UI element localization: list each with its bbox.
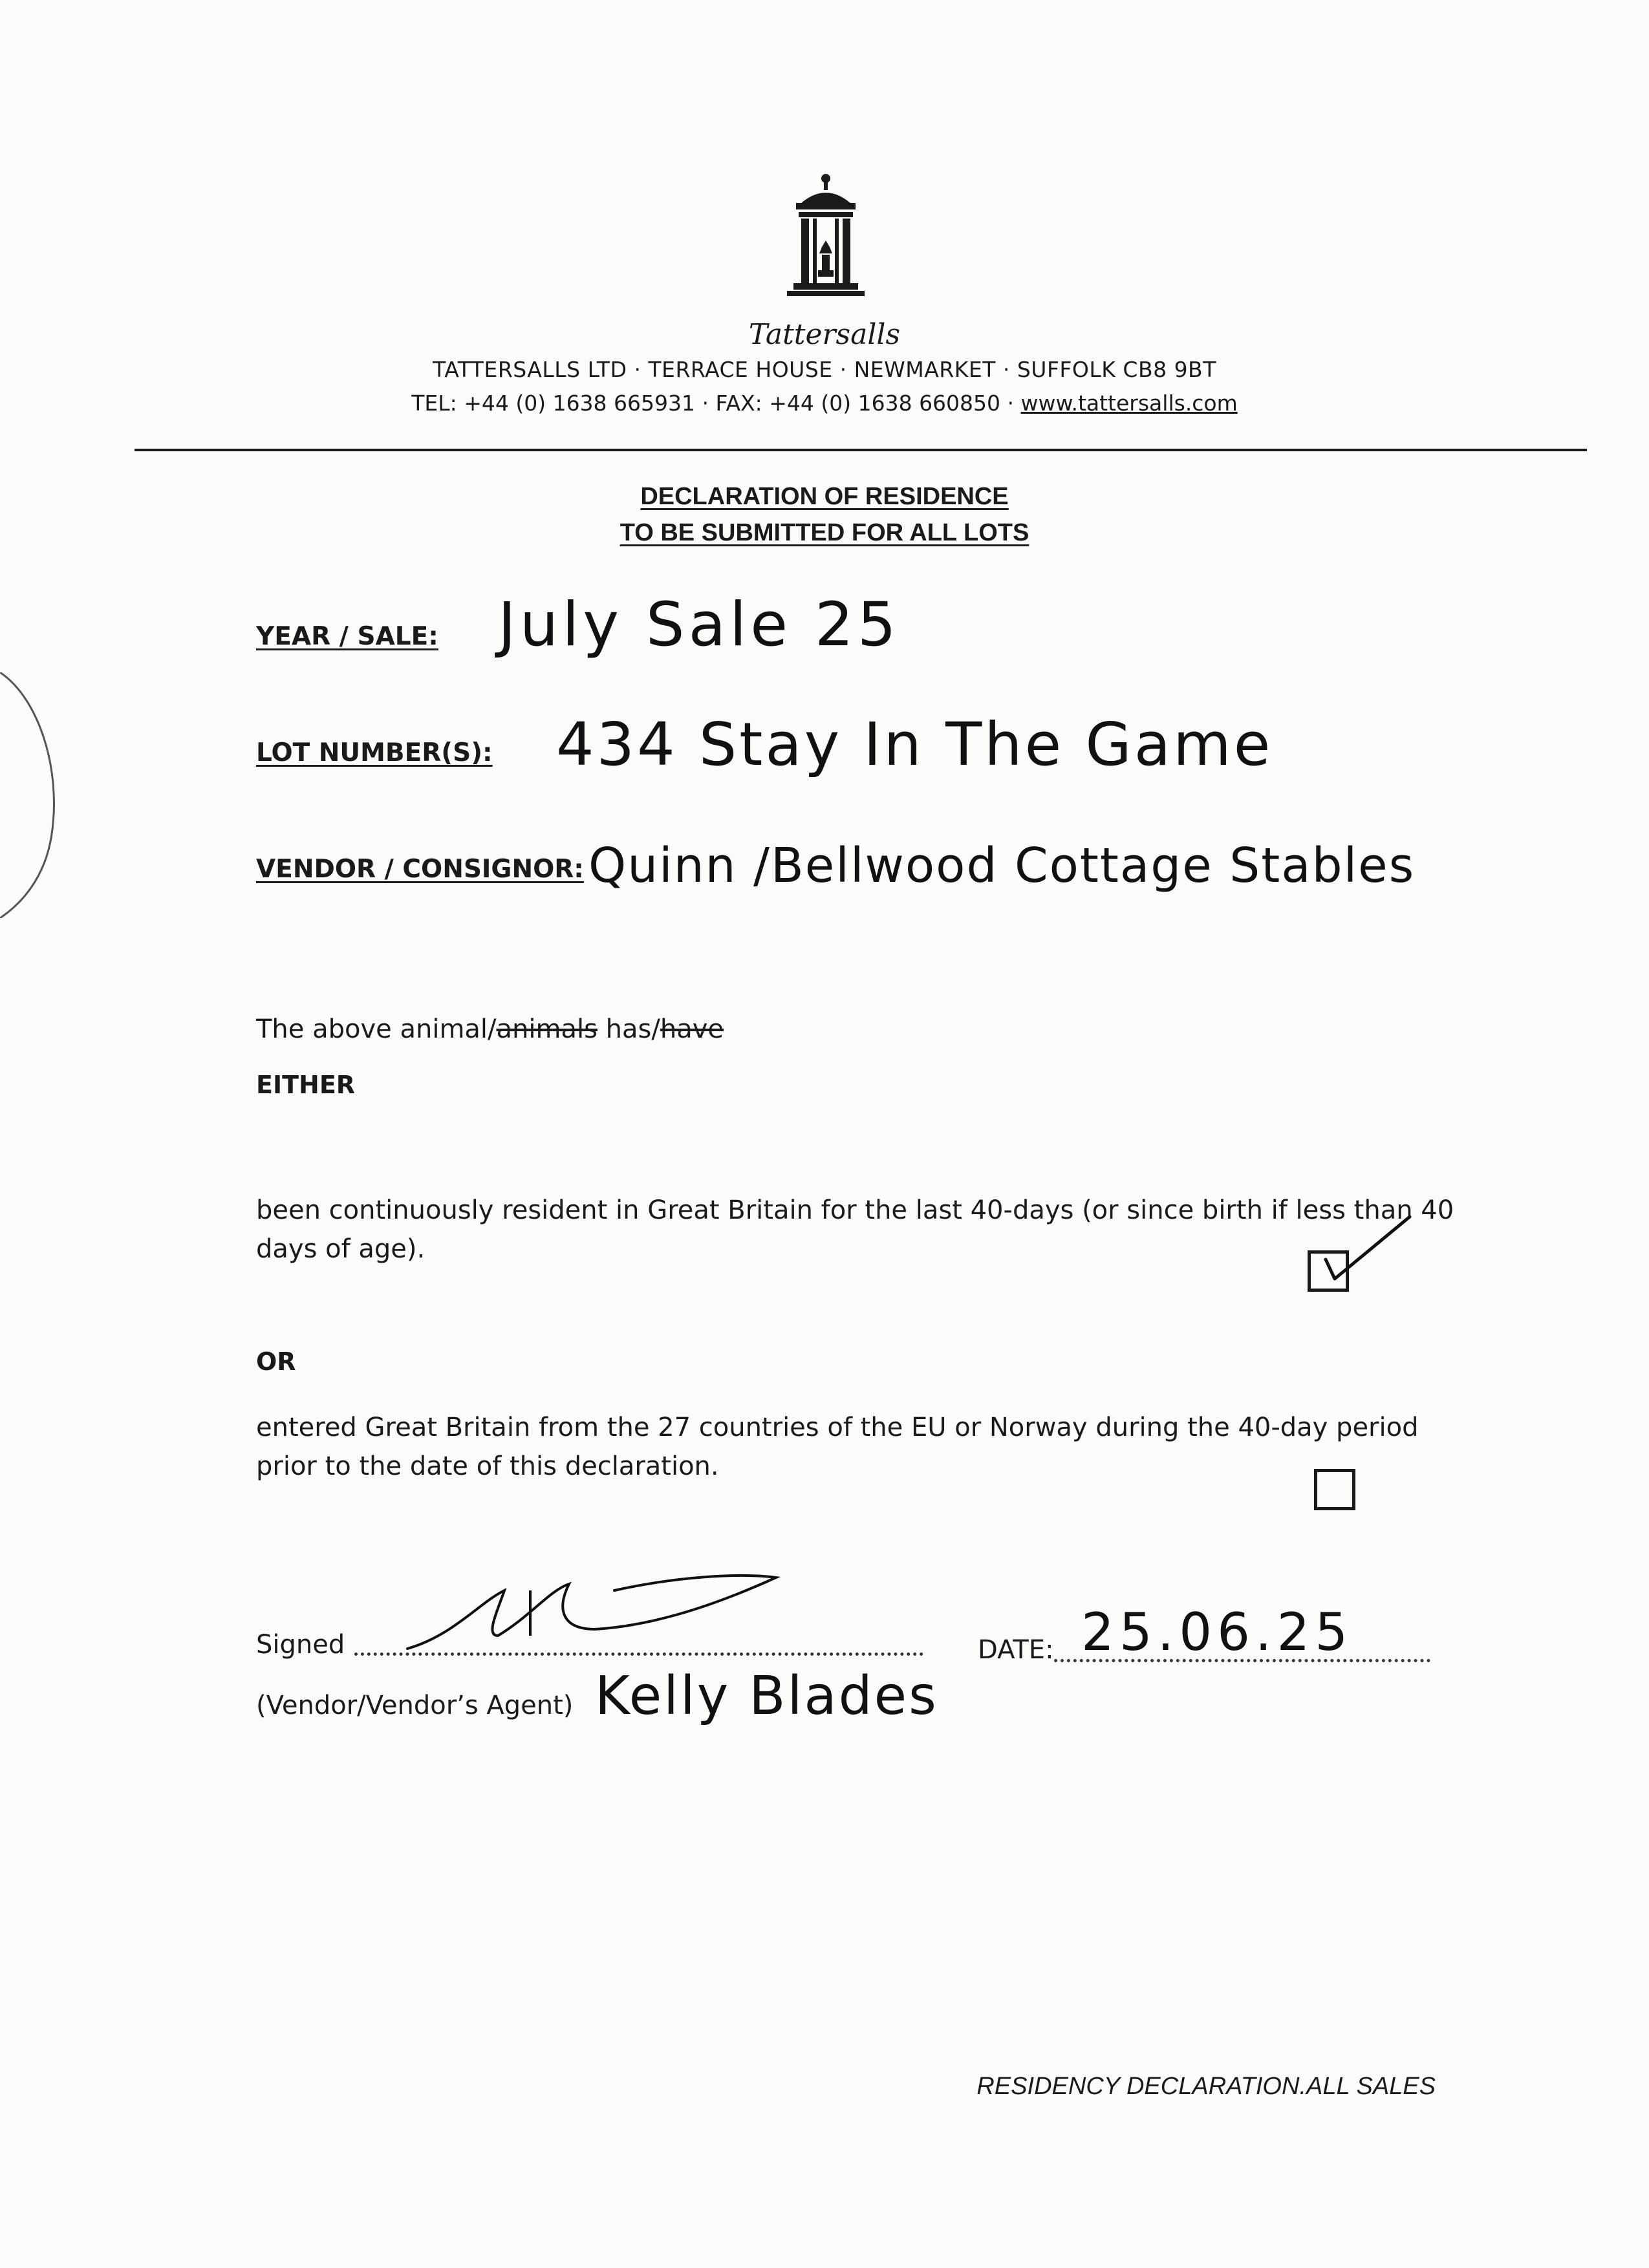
agent-label: (Vendor/Vendor’s Agent) <box>256 1691 574 1720</box>
contact-line <box>0 390 1649 416</box>
title-line-2: TO BE SUBMITTED FOR ALL LOTS <box>620 519 1029 546</box>
tattersalls-logo <box>787 169 865 312</box>
year-sale-value[interactable]: July Sale 25 <box>498 590 900 660</box>
declaration-intro: The above animal/animals has/have <box>256 1014 724 1044</box>
contact-numbers: TEL: +44 (0) 1638 665931 · FAX: +44 (0) 1638 660850 · <box>411 390 1021 416</box>
struck-have: have <box>660 1014 724 1044</box>
footer-text: RESIDENCY DECLARATION.ALL SALES <box>976 2073 1436 2100</box>
brand-name: Tattersalls <box>748 318 901 351</box>
website-link[interactable]: www.tattersalls.com <box>1020 390 1238 416</box>
either-heading: EITHER <box>256 1071 356 1099</box>
vendor-consignor-label: VENDOR / CONSIGNOR: <box>256 855 584 884</box>
or-heading: OR <box>256 1347 296 1376</box>
punch-hole-edge <box>0 672 58 918</box>
lot-number-value[interactable]: 434 Stay In The Game <box>556 710 1273 779</box>
header-divider <box>135 449 1587 451</box>
signed-label: Signed <box>256 1630 345 1660</box>
signature-scribble <box>401 1565 789 1662</box>
struck-animals: animals <box>496 1014 598 1044</box>
option-2-text: entered Great Britain from the 27 countries of the EU or Norway during the 40-day period prior to the date of this declaration. <box>256 1413 1419 1481</box>
address-line: TATTERSALLS LTD · TERRACE HOUSE · NEWMARKET · SUFFOLK CB8 9BT <box>433 357 1216 382</box>
title-line-1: DECLARATION OF RESIDENCE <box>640 483 1009 510</box>
lot-number-label: LOT NUMBER(S): <box>256 738 493 767</box>
agent-name[interactable]: Kelly Blades <box>595 1665 938 1727</box>
year-sale-label: YEAR / SALE: <box>256 622 438 651</box>
option-1-text: been continuously resident in Great Britain for the last 40-days (or since birth if less than 40 days of age). <box>256 1195 1454 1264</box>
checkmark-icon <box>1313 1209 1423 1293</box>
date-label: DATE: <box>978 1635 1054 1665</box>
form-title <box>0 478 1649 551</box>
option-2-checkbox[interactable] <box>1314 1469 1355 1510</box>
vendor-consignor-value[interactable]: Quinn /Bellwood Cottage Stables <box>588 838 1416 893</box>
date-value[interactable]: 25.06.25 <box>1081 1602 1353 1662</box>
